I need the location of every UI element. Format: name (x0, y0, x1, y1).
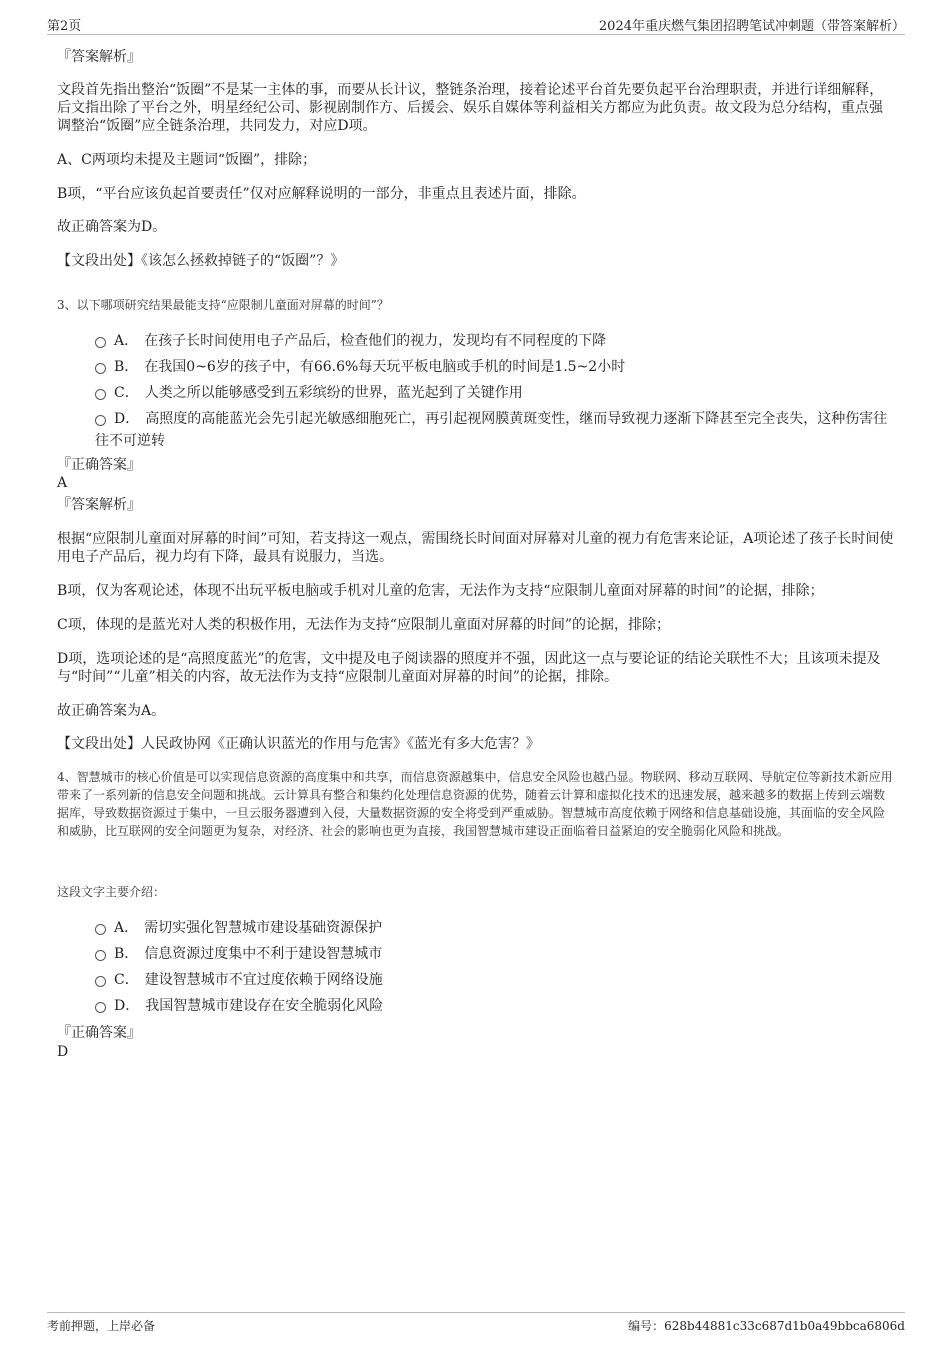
option-text: 在孩子长时间使用电子产品后，检查他们的视力，发现均有不同程度的下降 (144, 333, 607, 349)
option-label: B． (114, 946, 139, 962)
q2-analysis-p3: B项，“平台应该负起首要责任”仅对应解释说明的一部分，非重点且表述片面，排除。 (57, 186, 586, 202)
radio-icon[interactable] (95, 389, 106, 400)
option-label: A． (114, 333, 139, 349)
radio-icon[interactable] (95, 976, 106, 987)
q3-analysis-text: 根据“应限制儿童面对屏幕的时间”可知，若支持这一观点，需围绕长时间面对屏幕对儿童的视力有危害来论证，A项论述了孩子长时间使用电子产品后，视力均有下降，最具有说服力，当选。 (57, 531, 894, 565)
page-footer (47, 1312, 905, 1335)
q4-option-a[interactable] (95, 917, 895, 939)
q3-analysis-p3: C项，体现的是蓝光对人类的积极作用，无法作为支持“应限制儿童面对屏幕的时间”的论据，排除； (57, 617, 671, 633)
radio-icon[interactable] (95, 1002, 106, 1013)
q3-answer-statement: 故正确答案为A。 (57, 703, 166, 719)
q4-question: 4、智慧城市的核心价值是可以实现信息资源的高度集中和共享，而信息资源越集中，信息安全风险也越凸显。物联网、移动互联网、导航定位等新技术新应用带来了一系列新的信息安全问题和挑战。云计算具有整合和集约化处理信息资源的优势，随着云计算和虚拟化技术的迅速发展，越来越多的数据上传到云端数据库，导致数据资源过于集中，一旦云服务器遭到入侵，大量数据资源的安全将受到严重威胁。智慧城市高度依赖于网络和信息基础设施，其面临的安全风险和威胁，比互联网的安全问题更为复杂，对经济、社会的影响也更为直接，我国智慧城市建设正面临着日益紧迫的安全脆弱化风险和挑战。 (57, 770, 893, 838)
q2-source: 【文段出处】《该怎么拯救掉链子的“饭圈”？》 (57, 253, 345, 269)
radio-icon[interactable] (95, 363, 106, 374)
radio-icon[interactable] (95, 415, 106, 426)
q3-option-d[interactable] (95, 408, 895, 452)
q2-analysis-label: 『答案解析』 (57, 49, 141, 65)
document-title: 2024年重庆燃气集团招聘笔试冲刺题（带答案解析） (598, 19, 905, 34)
q3-analysis-label: 『答案解析』 (57, 497, 141, 513)
q3-answer: A (57, 475, 68, 491)
q3-analysis-p2: B项，仅为客观论述，体现不出玩平板电脑或手机对儿童的危害，无法作为支持“应限制儿童面对屏幕的时间”的论据，排除； (57, 583, 824, 599)
q4-option-c[interactable] (95, 969, 895, 991)
q4-option-d[interactable] (95, 995, 895, 1017)
footer-slogan: 考前押题，上岸必备 (47, 1319, 156, 1333)
q4-option-b[interactable] (95, 943, 895, 965)
option-text: 高照度的高能蓝光会先引起光敏感细胞死亡，再引起视网膜黄斑变性，继而导致视力逐渐下降甚至完全丧失，这种伤害往往不可逆转 (95, 411, 888, 449)
radio-icon[interactable] (95, 924, 106, 935)
q2-analysis-p2: A、C两项均未提及主题词“饭圈”，排除； (57, 152, 317, 168)
option-text: 需切实强化智慧城市建设基础资源保护 (144, 920, 383, 936)
option-text: 人类之所以能够感受到五彩缤纷的世界，蓝光起到了关键作用 (144, 385, 523, 401)
q2-analysis-text: 文段首先指出整治“饭圈”不是某一主体的事，而要从长计议，整链条治理，接着论述平台首先要负起平台治理职责，并进行详细解释，后文指出除了平台之外，明星经纪公司、影视剧制作方、后援会、娱乐自媒体等利益相关方都应为此负责。故文段为总分结构，重点强调整治“饭圈”应全链条治理，共同发力，对应D项。 (57, 82, 884, 134)
q3-source: 【文段出处】人民政协网《正确认识蓝光的作用与危害》《蓝光有多大危害？》 (57, 736, 540, 752)
option-label: C． (114, 385, 139, 401)
option-text: 信息资源过度集中不利于建设智慧城市 (144, 946, 383, 962)
option-text: 在我国0~6岁的孩子中，有66.6%每天玩平板电脑或手机的时间是1.5~2小时 (144, 359, 626, 375)
page-header (47, 14, 905, 35)
q3-option-b[interactable] (95, 356, 895, 378)
q3-option-c[interactable] (95, 382, 895, 404)
option-label: D． (114, 411, 140, 427)
radio-icon[interactable] (95, 337, 106, 348)
q3-answer-label: 『正确答案』 (57, 457, 141, 473)
radio-icon[interactable] (95, 950, 106, 961)
page-number: 第2页 (47, 19, 82, 34)
option-text: 建设智慧城市不宜过度依赖于网络设施 (144, 972, 383, 988)
option-label: A． (114, 920, 139, 936)
q4-answer: D (57, 1044, 69, 1060)
q3-option-a[interactable] (95, 330, 895, 352)
document-id: 编号：628b44881c33c687d1b0a49bbca6806d (628, 1319, 905, 1333)
q4-prompt: 这段文字主要介绍： (57, 885, 166, 899)
q3-analysis-p4: D项，选项论述的是“高照度蓝光”的危害，文中提及电子阅读器的照度并不强，因此这一点与要论证的结论关联性不大；且该项未提及与“时间”“儿童”相关的内容，故无法作为支持“应限制儿童面对屏幕的时间”的论据，排除。 (57, 651, 881, 685)
q4-answer-label: 『正确答案』 (57, 1025, 141, 1041)
q2-answer-statement: 故正确答案为D。 (57, 219, 167, 235)
option-label: C． (114, 972, 139, 988)
q3-question: 3、以下哪项研究结果最能支持“应限制儿童面对屏幕的时间”？ (57, 298, 389, 312)
option-text: 我国智慧城市建设存在安全脆弱化风险 (145, 998, 384, 1014)
option-label: D． (114, 998, 140, 1014)
option-label: B． (114, 359, 139, 375)
